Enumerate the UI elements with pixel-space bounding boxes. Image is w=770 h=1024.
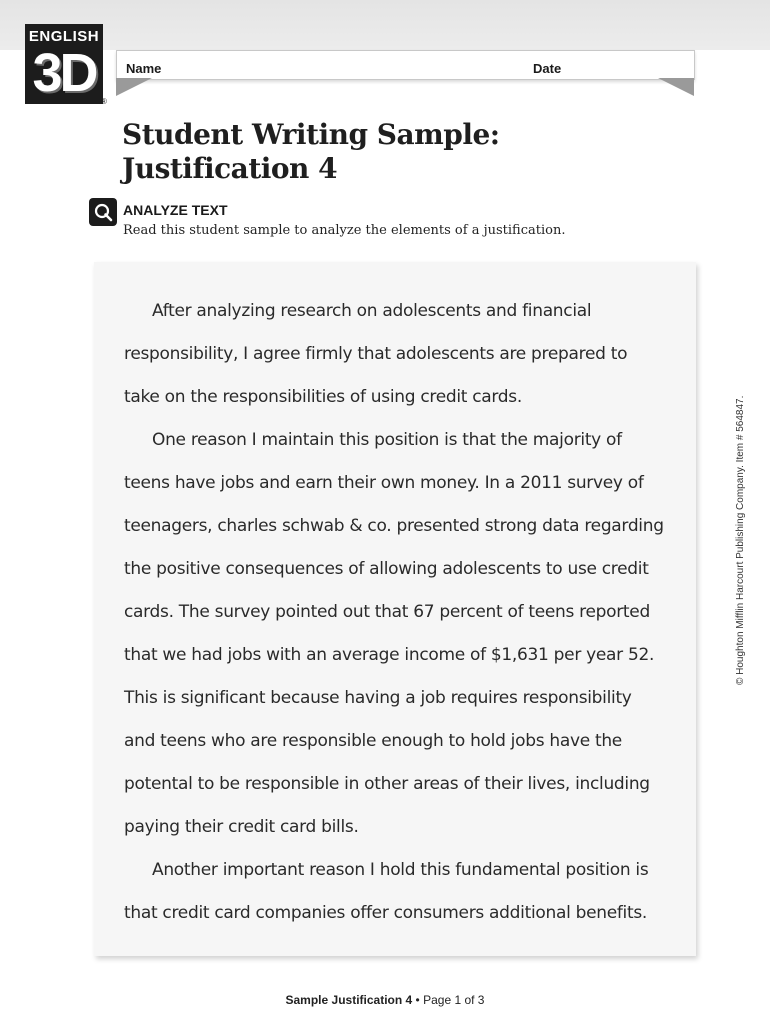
- sample-paragraph: One reason I maintain this position is that the majority of teens have jobs and earn their own money. In a 2011 survey of teenagers, charles schwab & co. presented strong data regarding the positive consequences of allowing adolescents to use credit cards. The survey pointed out that 67 percent of teens reported that we had jobs with an average income of $1,631 per year 52. This is significant because having a job requires responsibility and teens who are responsible enough to hold jobs have the potental to be responsible in other areas of their lives, including paying their credit card bills.: [124, 430, 664, 837]
- logo-top-text: ENGLISH: [28, 28, 100, 45]
- name-label: Name: [126, 61, 162, 76]
- student-sample-text: [124, 290, 664, 935]
- name-date-bar: [116, 50, 695, 80]
- footer-separator: •: [415, 993, 420, 1007]
- title-line-1: Student Writing Sample:: [122, 118, 500, 151]
- page-title: [122, 118, 642, 186]
- top-band: [0, 0, 770, 50]
- magnifier-icon: [89, 198, 117, 226]
- ribbon-right: [658, 78, 694, 96]
- analyze-heading: ANALYZE TEXT: [123, 202, 228, 218]
- logo-main-text: 3D: [32, 43, 96, 103]
- page-footer: [0, 993, 770, 1007]
- footer-title: Sample Justification 4: [285, 993, 413, 1007]
- analyze-instruction: Read this student sample to analyze the elements of a justification.: [123, 223, 566, 238]
- sample-paragraph: After analyzing research on adolescents and financial responsibility, I agree firmly that adolescents are prepared to take on the responsibilities of using credit cards.: [124, 301, 628, 407]
- registered-mark: ®: [101, 97, 107, 106]
- copyright-notice: © Houghton Mifflin Harcourt Publishing Company. Item # 564847.: [735, 395, 746, 685]
- date-label: Date: [533, 61, 562, 76]
- english-3d-logo: [25, 24, 103, 104]
- ribbon-left: [116, 78, 152, 96]
- title-line-2: Justification 4: [122, 152, 338, 185]
- sample-paragraph: Another important reason I hold this fundamental position is that credit card companies offer consumers additional benefits.: [124, 860, 649, 923]
- footer-page-number: Page 1 of 3: [423, 993, 485, 1007]
